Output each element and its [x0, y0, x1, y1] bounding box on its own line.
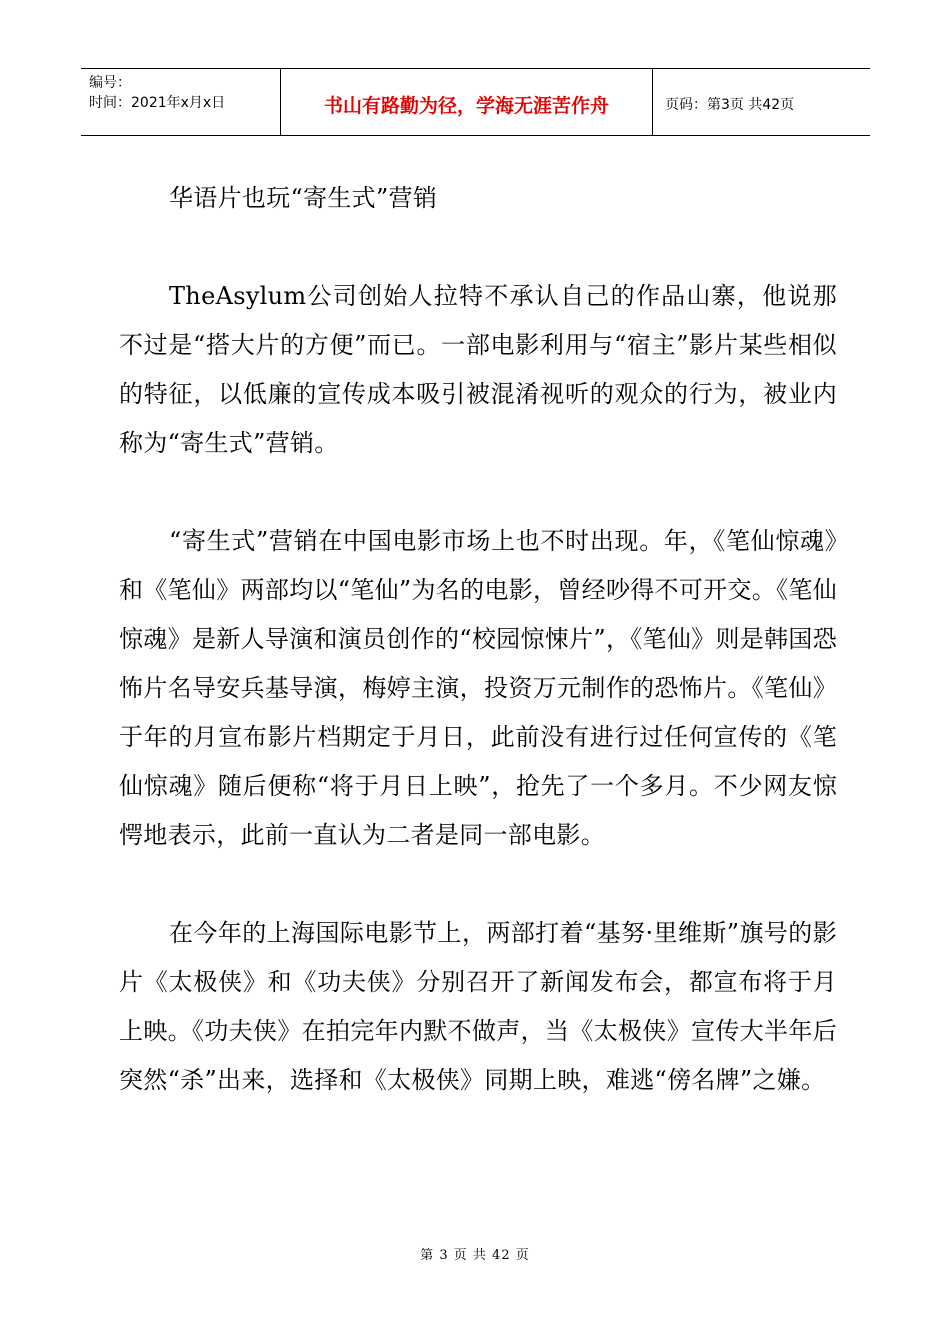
article-paragraph-3: 在今年的上海国际电影节上，两部打着“基努·里维斯”旗号的影片《太极侠》和《功夫侠》分别召开了新闻发布会，都宣布将于月上映。《功夫侠》在拍完年内默不做声，当《太极侠》宣传大半年后突然“杀”出来，选择和《太极侠》同期上映，难逃“傍名牌”之嫌。 — [119, 919, 837, 1094]
page-footer: 第 3 页 共 42 页 — [420, 1248, 530, 1263]
document-header — [81, 68, 870, 136]
number-label: 编号： — [89, 75, 131, 91]
paragraph-gap — [119, 468, 837, 517]
header-motto: 书山有路勤为径，学海无涯苦作舟 — [281, 69, 653, 135]
article-paragraph-2: “寄生式”营销在中国电影市场上也不时出现。年，《笔仙惊魂》和《笔仙》两部均以“笔仙”为名的电影，曾经吵得不可开交。《笔仙惊魂》是新人导演和演员创作的“校园惊悚片”，《笔仙》则是韩国恐怖片名导安兵基导演，梅婷主演，投资万元制作的恐怖片。《笔仙》于年的月宣布影片档期定于月日，此前没有进行过任何宣传的《笔仙惊魂》随后便称“将于月日上映”，抢先了一个多月。不少网友惊愕地表示，此前一直认为二者是同一部电影。 — [119, 527, 837, 849]
header-meta-cell — [81, 69, 281, 135]
article-title: 华语片也玩“寄生式”营销 — [169, 184, 438, 212]
paragraph-gap — [119, 860, 837, 909]
article-body — [119, 174, 837, 1105]
paragraph-gap — [119, 223, 837, 272]
header-page-info: 页码：第3页 共42页 — [665, 97, 795, 113]
time-label: 时间：2021年x月x日 — [89, 95, 226, 111]
article-paragraph-1: TheAsylum公司创始人拉特不承认自己的作品山寨，他说那不过是“搭大片的方便”而已。一部电影利用与“宿主”影片某些相似的特征，以低廉的宣传成本吸引被混淆视听的观众的行为，被业内称为“寄生式”营销。 — [119, 282, 837, 457]
